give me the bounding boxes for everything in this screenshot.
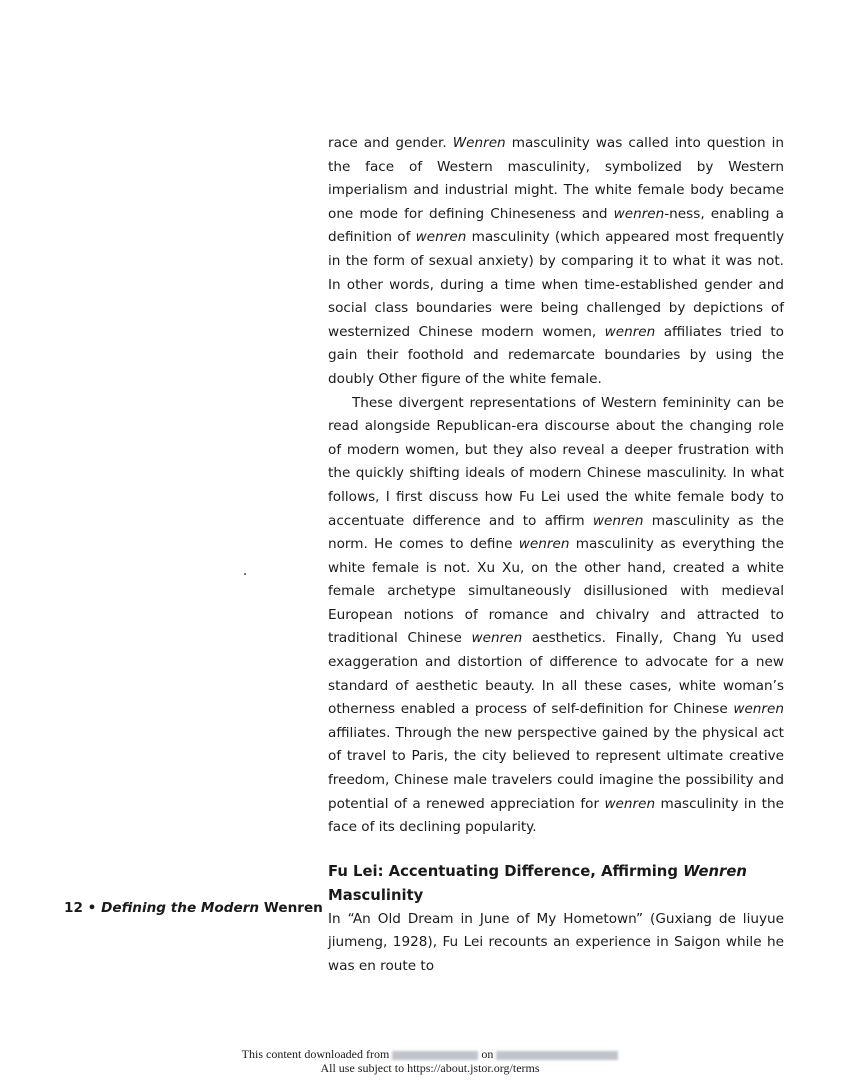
paragraph-2 — [328, 392, 784, 840]
page-number: 12 — [64, 900, 83, 916]
redacted-ip — [392, 1051, 478, 1060]
text-run: Fu Lei: Accentuating Difference, Affirming — [328, 862, 684, 880]
download-text: This content downloaded from — [241, 1047, 390, 1061]
italic-term: Wenren — [683, 862, 747, 880]
jstor-notice — [0, 1047, 860, 1075]
text-run: masculinity as everything the white female is not. Xu Xu, on the other hand, created a white female archetype simultaneously disillusioned with medieval European notions of romance and chivalry and attracted to traditional Chinese — [328, 536, 784, 647]
text-run: Masculinity — [328, 886, 424, 904]
text-run: In “An Old Dream in June of My Hometown” (Guxiang de liuyue jiumeng, 1928), Fu Lei recounts an experience in Saigon while he was en route to — [328, 910, 784, 974]
text-run: masculinity in the face of its declining popularity. — [328, 795, 784, 836]
italic-term: wenren — [604, 323, 656, 340]
terms-line: All use subject to https://about.jstor.org/terms — [320, 1061, 540, 1075]
body-text-column — [328, 132, 784, 979]
text-run: masculinity (which appeared most frequently in the form of sexual anxiety) by comparing it to what it was not. In other words, during a time when time-established gender and social class boundaries were being challenged by depictions of westernized Chinese modern women, — [328, 229, 784, 340]
redacted-timestamp — [496, 1051, 618, 1060]
paragraph-3 — [328, 908, 784, 979]
bullet-separator: • — [87, 900, 97, 916]
italic-term: wenren — [415, 229, 467, 246]
italic-term: wenren — [471, 630, 523, 647]
text-run: masculinity as the norm. He comes to define — [328, 512, 785, 553]
italic-term: wenren — [604, 795, 656, 812]
text-run: affiliates tried to gain their foothold and redemarcate boundaries by using the doubly Other figure of the white female. — [328, 323, 784, 387]
text-run: These divergent representations of Western femininity can be read alongside Republican-era discourse about the changing role of modern women, but they also reveal a deeper frustration with the quickly shifting ideals of modern Chinese masculinity. In what follows, I first discuss how Fu Lei used the white female body to accentuate difference and to affirm — [328, 394, 784, 529]
text-run: aesthetics. Finally, Chang Yu used exaggeration and distortion of difference to advocate for a new standard of aesthetic beauty. In all these cases, white woman’s otherness enabled a process of self-definition for Chinese — [328, 630, 784, 718]
italic-term: wenren — [518, 536, 570, 553]
download-line — [0, 1047, 860, 1061]
paragraph-1 — [328, 132, 784, 392]
italic-term: Wenren — [452, 135, 506, 151]
text-run: masculinity was called into question in the face of Western masculinity, symbolized by Western imperialism and industrial might. The white female body became one mode for defining Chineseness and — [328, 135, 784, 222]
italic-term: wenren — [733, 701, 784, 718]
on-text: on — [481, 1047, 494, 1061]
page-footer-folio — [64, 900, 323, 916]
text-run: race and gender. — [328, 135, 453, 151]
italic-term: wenren — [592, 512, 644, 529]
stray-mark — [244, 573, 246, 575]
running-title-roman: Wenren — [263, 900, 323, 916]
italic-term: wenren — [613, 205, 665, 222]
text-run: affiliates. Through the new perspective gained by the physical act of travel to Paris, the city believed to represent ultimate creative freedom, Chinese male travelers could imagine the possibility and potential of a renewed appreciation for — [328, 724, 784, 812]
section-heading — [328, 860, 784, 908]
running-title-italic: Defining the Modern — [101, 900, 260, 916]
text-run: -ness, enabling a definition of — [328, 205, 784, 246]
